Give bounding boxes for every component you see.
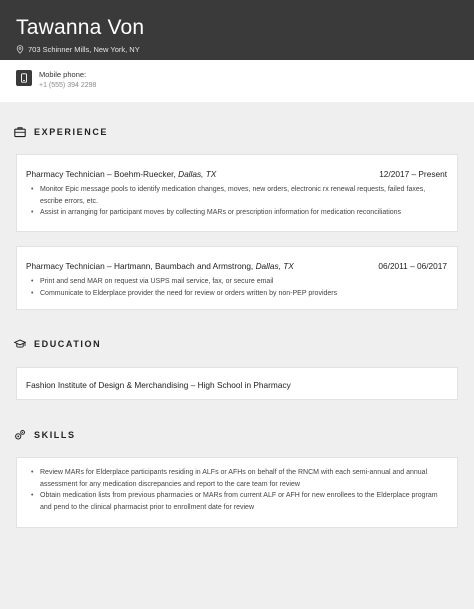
job-card — [16, 246, 458, 310]
experience-heading — [14, 126, 108, 138]
separator: – — [107, 261, 112, 271]
job-company: Hartmann, Baumbach and Armstrong, — [113, 261, 254, 271]
education-title: EDUCATION — [34, 339, 102, 349]
job-role: Pharmacy Technician — [26, 261, 105, 271]
list-item: • Communicate to Elderplace provider the need for review or orders written by non-PEP providers — [31, 288, 445, 300]
job-dates: 06/2011 – 06/2017 — [378, 261, 447, 271]
list-item: • Review MARs for Elderplace participants residing in ALFs or AFHs on behalf of the RNCM with each semi-annual and annual assessment for any medication discrepancies and report to the care team for review — [31, 467, 445, 490]
map-pin-icon — [16, 45, 24, 54]
separator: – — [107, 169, 112, 179]
job-location: Dallas, TX — [255, 261, 294, 271]
job-location: Dallas, TX — [178, 169, 217, 179]
resume-header — [0, 0, 474, 60]
job-title-line — [26, 169, 216, 179]
skills-card — [16, 457, 458, 528]
separator: – — [190, 380, 196, 390]
job-card — [16, 154, 458, 232]
skills-bullets — [31, 467, 445, 513]
job-bullets — [31, 184, 445, 219]
gears-icon — [14, 429, 26, 441]
candidate-name: Tawanna Von — [16, 16, 145, 39]
degree: High School in Pharmacy — [197, 380, 291, 390]
job-company: Boehm-Ruecker, — [113, 169, 176, 179]
experience-title: EXPERIENCE — [34, 127, 109, 137]
list-item: • Print and send MAR on request via USPS mail service, fax, or secure email — [31, 276, 445, 288]
contact-strip — [0, 60, 474, 102]
education-heading — [14, 338, 101, 350]
job-role: Pharmacy Technician — [26, 169, 105, 179]
education-card — [16, 367, 458, 400]
list-item: • Monitor Epic message pools to identify medication changes, moves, new orders, electronic rx renewal requests, failed faxes, escribe errors, etc. — [31, 184, 445, 207]
job-bullets — [31, 276, 445, 299]
job-title-line — [26, 261, 294, 271]
address-line — [16, 45, 140, 54]
phone-number[interactable]: +1 (555) 394 2298 — [39, 82, 97, 89]
address-text: 703 Schinner Mills, New York, NY — [28, 45, 140, 54]
list-item: • Obtain medication lists from previous pharmacies or MARs from current ALF or AFH for new enrollees to the Elderplace program and pend to the clinical pharmacist prior to enrollment date for review — [31, 490, 445, 513]
skills-heading — [14, 429, 76, 441]
list-item: • Assist in arranging for participant moves by collecting MARs or prescription information for medication reconciliations — [31, 207, 445, 219]
education-line — [26, 380, 291, 390]
job-dates: 12/2017 – Present — [379, 169, 447, 179]
graduation-cap-icon — [14, 338, 26, 350]
phone-label: Mobile phone: — [39, 70, 87, 79]
mobile-phone-icon — [16, 70, 32, 86]
school-name: Fashion Institute of Design & Merchandising — [26, 380, 189, 390]
briefcase-icon — [14, 126, 26, 138]
skills-title: SKILLS — [34, 430, 76, 440]
